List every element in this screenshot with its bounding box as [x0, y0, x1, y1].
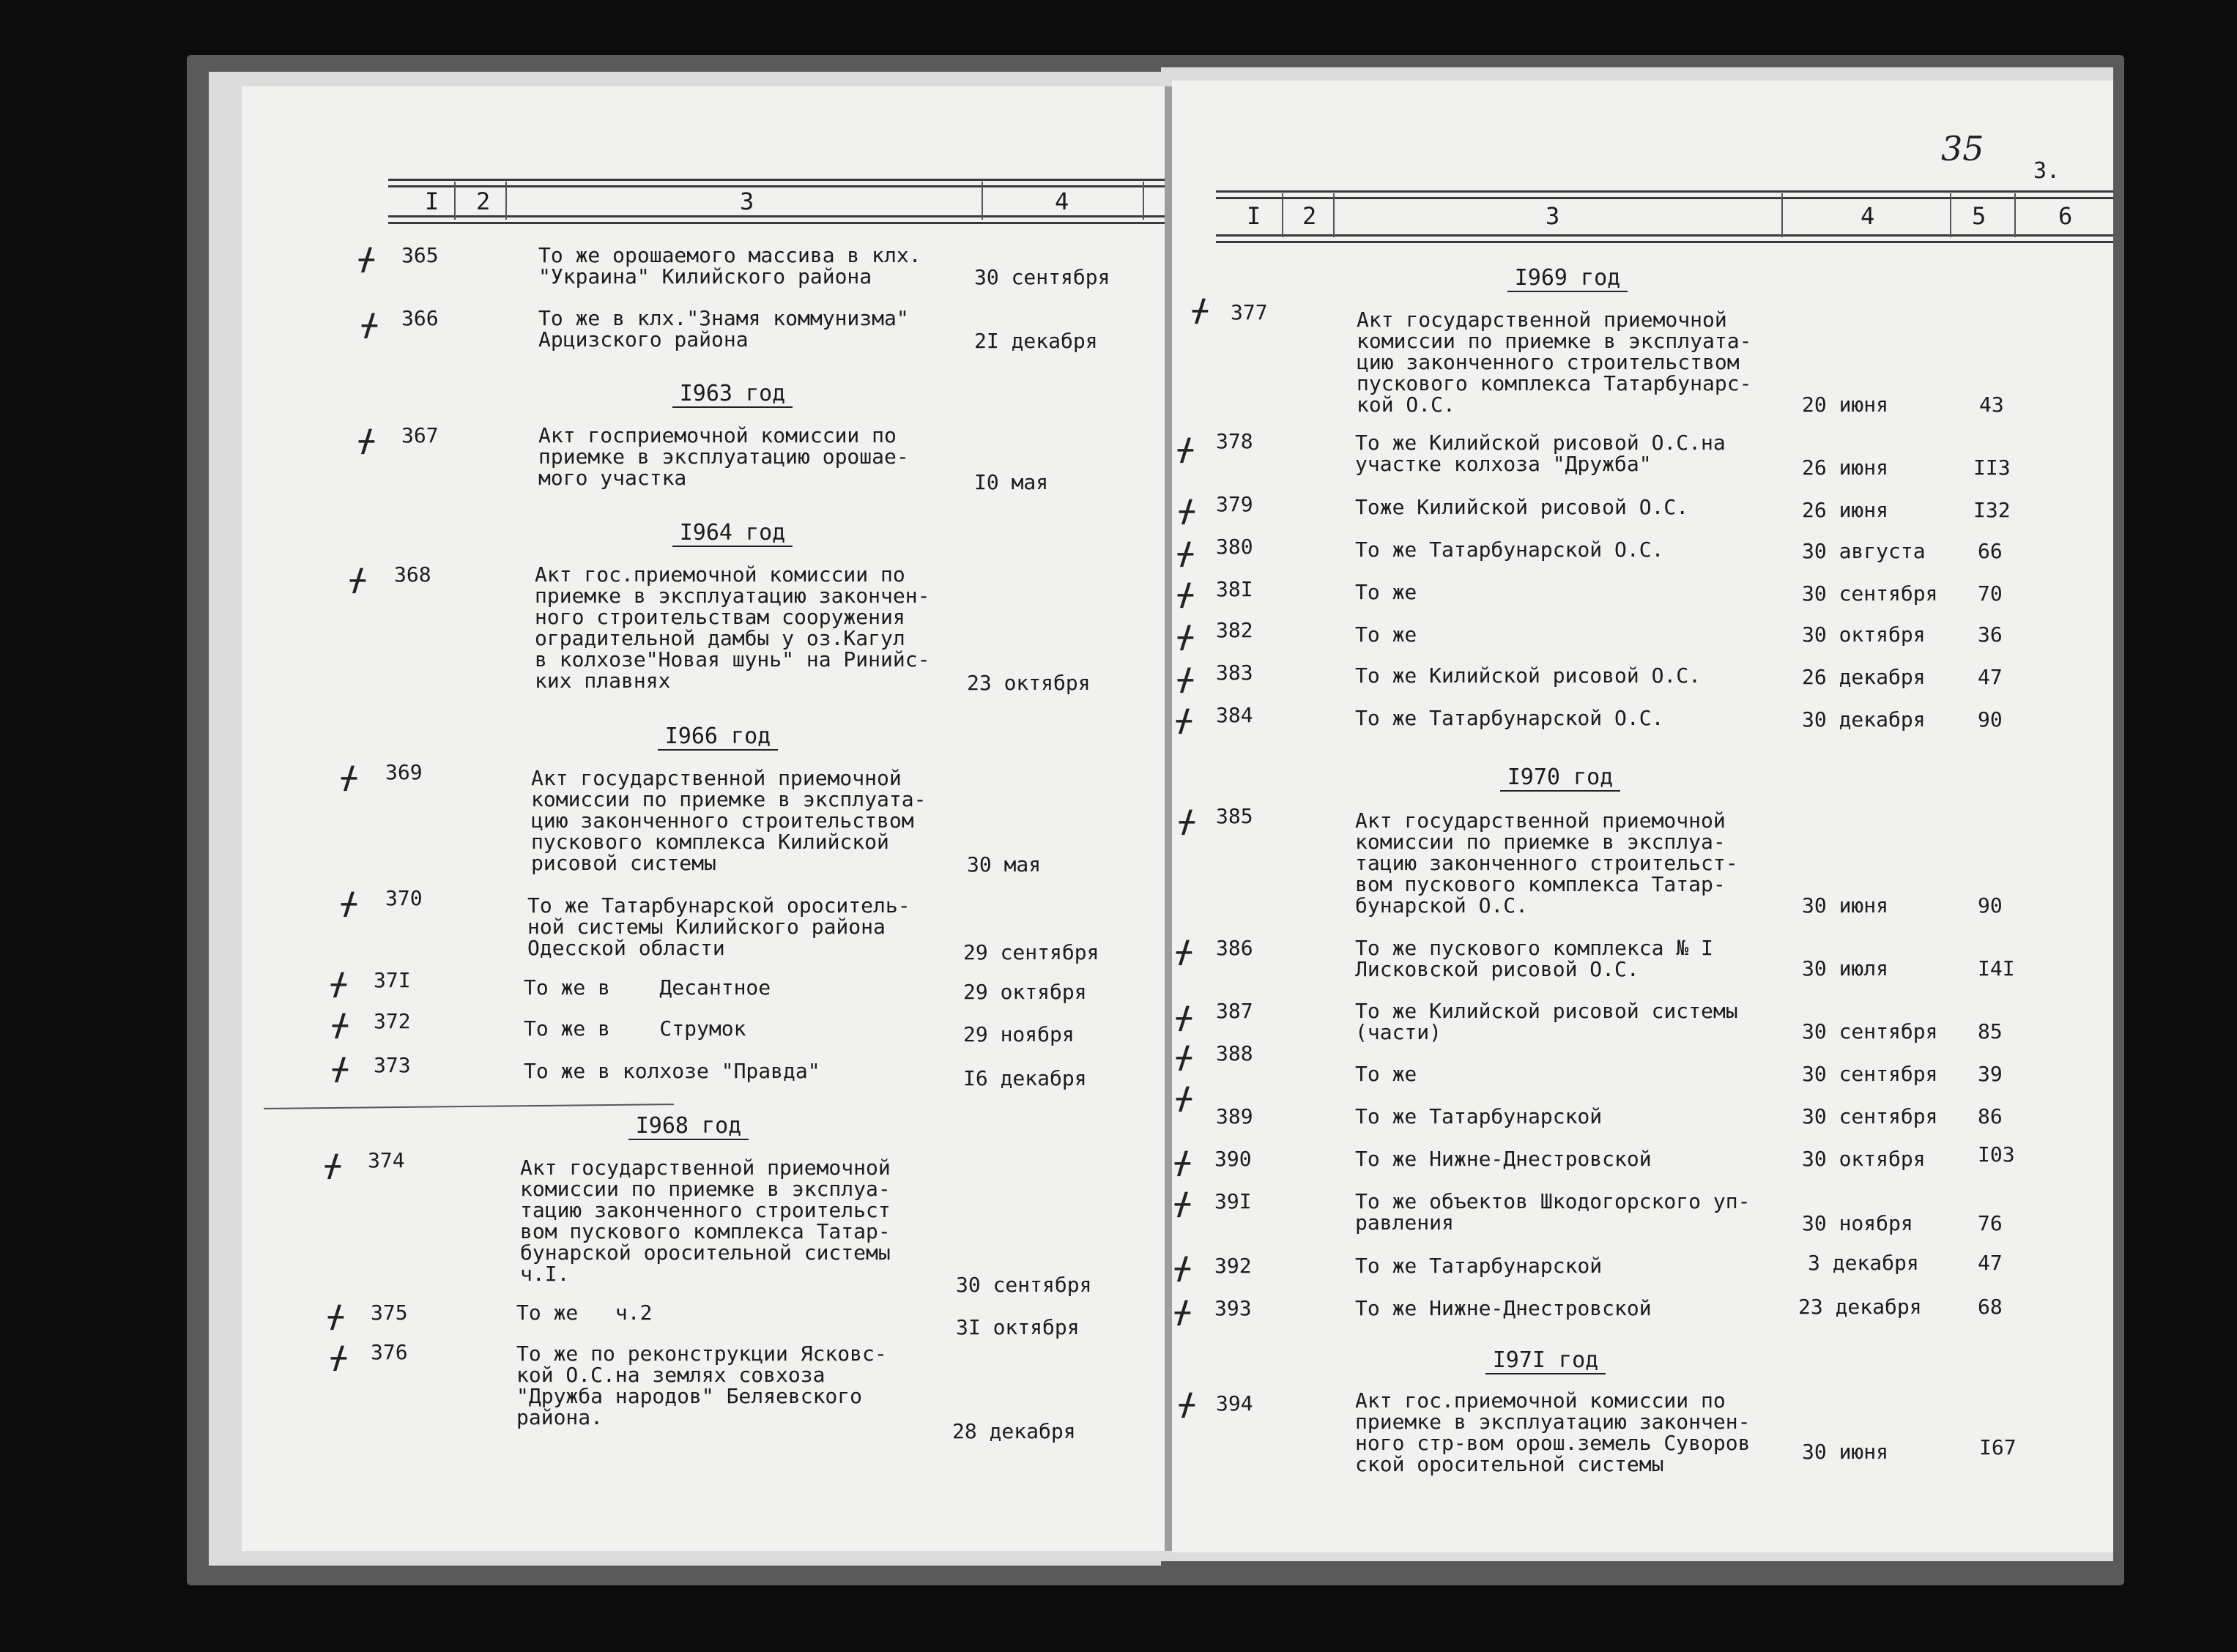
entry-number: 383 [1216, 661, 1253, 685]
entry-date: 3 декабря [1808, 1251, 1919, 1275]
col-divider [505, 182, 507, 220]
year-heading: I970 год [1450, 764, 1670, 790]
check-mark-icon: ᚋ [1179, 803, 1195, 838]
entry-qty: I03 [1978, 1142, 2015, 1167]
check-mark-icon: ᚋ [333, 1006, 348, 1042]
check-mark-icon: ᚋ [1178, 431, 1193, 466]
entry-title: То же Килийской рисовой О.С.на участке колхоза "Дружба" [1355, 431, 1726, 476]
entry-title: То же [1355, 622, 1417, 647]
entry-number: 379 [1216, 492, 1253, 516]
check-mark-icon: ᚋ [362, 306, 377, 342]
entry-date: 30 сентября [1802, 581, 1938, 606]
check-mark-icon: ᚋ [1176, 933, 1192, 969]
col-header-3: 3 [740, 187, 754, 215]
check-mark-icon: ᚋ [359, 240, 374, 276]
entry-date: 30 декабря [1802, 707, 1926, 732]
entry-title: То же Килийской рисовой системы (части) [1355, 999, 1738, 1044]
col-header-1: I [1247, 202, 1261, 230]
check-mark-icon: ᚋ [350, 561, 366, 597]
entry-qty: II3 [1973, 455, 2011, 480]
check-mark-icon: ᚋ [1192, 291, 1208, 327]
entry-title: Акт государственной приемочной комиссии по приемке в эксплуата- цию законченного строительством пускового комплекса Татарбунарс- кой О.С. [1357, 308, 1752, 417]
entry-title: Акт гос.приемочной комиссии по приемке в эксплуатацию закончен- ного стр-вом орош.земель Суворов ской оросительной системы [1355, 1388, 1751, 1476]
bleed-through [520, 438, 530, 458]
left-page [242, 86, 1172, 1551]
entry-number: 384 [1216, 703, 1253, 727]
col-divider [454, 182, 456, 220]
col-divider [1950, 193, 1951, 237]
year-heading: I963 год [623, 381, 842, 406]
entry-number: 386 [1216, 936, 1253, 960]
entry-title: То же [1355, 580, 1417, 604]
header-rule-bottom [388, 215, 1165, 224]
entry-title: То же объектов Шкодогорского уп- равления [1355, 1189, 1751, 1235]
header-rule-bottom [1216, 234, 2113, 243]
entry-date: 20 июня [1802, 392, 1889, 417]
entry-qty: I4I [1978, 956, 2015, 981]
entry-date: 23 октября [967, 671, 1091, 695]
entry-qty: 43 [1979, 392, 2004, 417]
entry-date: 28 декабря [952, 1419, 1076, 1443]
entry-date: 30 июня [1802, 893, 1889, 918]
entry-date: 29 ноября [963, 1022, 1075, 1046]
entry-number: 376 [371, 1340, 408, 1364]
entry-number: 372 [374, 1009, 411, 1033]
entry-date: 30 сентября [1802, 1019, 1938, 1043]
year-heading: I97I год [1436, 1347, 1655, 1373]
entry-qty: 76 [1978, 1211, 2003, 1235]
check-mark-icon: ᚋ [1178, 535, 1193, 570]
entry-qty: 90 [1978, 707, 2003, 732]
col-divider [1143, 182, 1144, 220]
check-mark-icon: ᚋ [359, 422, 374, 458]
entry-date: 30 августа [1802, 539, 1926, 563]
entry-date: 30 сентября [1802, 1062, 1938, 1086]
folio-number: 35 [1941, 129, 1984, 168]
entry-title: То же Татарбунарской ороситель- ной системы Килийского района Одесской области [527, 893, 910, 960]
entry-qty: I67 [1979, 1435, 2017, 1459]
entry-title: То же в клх."Знамя коммунизма" Арцизского района [538, 306, 909, 351]
entry-qty: 68 [1978, 1295, 2003, 1319]
entry-title: То же в колхозе "Правда" [524, 1059, 820, 1083]
year-heading: I966 год [608, 723, 828, 749]
check-mark-icon: ᚋ [1176, 702, 1192, 737]
entry-date: 26 июня [1802, 455, 1889, 480]
entry-date: 23 декабря [1798, 1295, 1922, 1319]
entry-date: 30 июня [1802, 1440, 1889, 1464]
entry-qty: 66 [1978, 539, 2003, 563]
entry-title: То же в Десантное [524, 975, 771, 1000]
col-header-4: 4 [1055, 187, 1069, 215]
entry-date: 26 декабря [1802, 665, 1926, 689]
col-header-2: 2 [1302, 202, 1317, 230]
entry-number: 385 [1216, 804, 1253, 828]
entry-title: То же Татарбунарской [1355, 1104, 1603, 1128]
entry-number: 365 [401, 243, 439, 267]
entry-title: То же пускового комплекса № I Лисковской рисовой О.С. [1355, 936, 1713, 981]
col-divider [1282, 193, 1283, 237]
check-mark-icon: ᚋ [1175, 1185, 1190, 1221]
entry-number: 373 [374, 1053, 411, 1077]
entry-title: То же ч.2 [516, 1301, 653, 1325]
header-rule-top [388, 179, 1165, 187]
entry-title: То же в Струмок [524, 1016, 746, 1041]
entry-title: То же Татарбунарской О.С. [1355, 537, 1664, 562]
col-divider [1781, 193, 1783, 237]
entry-title: То же орошаемого массива в клх. "Украина" Килийского района [538, 243, 921, 289]
pencil-underline [264, 1104, 674, 1109]
check-mark-icon: ᚋ [1178, 576, 1193, 611]
entry-date: 30 ноября [1802, 1211, 1913, 1235]
check-mark-icon: ᚋ [341, 759, 357, 795]
check-mark-icon: ᚋ [331, 1339, 346, 1374]
page-number: 3. [2033, 158, 2060, 184]
right-page [1172, 81, 2113, 1552]
entry-date: 26 июня [1802, 498, 1889, 522]
entry-number: 39I [1214, 1189, 1252, 1213]
entry-number: 367 [401, 423, 439, 447]
entry-qty: 47 [1978, 1251, 2003, 1275]
entry-title: Акт государственной приемочной комиссии по приемке в эксплуа- тацию законченного строительст вом пускового комплекса Татар- бунарской оросительной системы ч.I. [520, 1156, 891, 1286]
header-rule-top [1216, 190, 2113, 199]
entry-title: То же по реконструкции Ясковс- кой О.С.на землях совхоза "Дружба народов" Беляевского района. [516, 1342, 887, 1429]
check-mark-icon: ᚋ [1179, 1385, 1195, 1421]
entry-date: 29 октября [963, 980, 1087, 1004]
entry-date: 30 октября [1802, 622, 1926, 647]
entry-date: I0 мая [974, 470, 1049, 494]
entry-title: То же Нижне-Днестровской [1355, 1147, 1652, 1171]
entry-title: То же Килийской рисовой О.С. [1355, 663, 1702, 688]
entry-date: 2I декабря [974, 329, 1098, 353]
col-header-3: 3 [1546, 202, 1560, 230]
entry-qty: I32 [1973, 498, 2011, 522]
entry-date: 30 июля [1802, 956, 1889, 981]
entry-number: 388 [1216, 1041, 1253, 1065]
entry-date: 3I октября [956, 1315, 1080, 1339]
year-heading: I968 год [579, 1113, 798, 1139]
entry-number: 370 [385, 886, 423, 910]
entry-qty: 39 [1978, 1062, 2003, 1086]
check-mark-icon: ᚋ [328, 1298, 344, 1333]
check-mark-icon: ᚋ [341, 885, 357, 920]
entry-title: То же Нижне-Днестровской [1355, 1296, 1652, 1320]
col-header-4: 4 [1861, 202, 1875, 230]
col-header-6: 6 [2058, 202, 2073, 230]
entry-title: Тоже Килийской рисовой О.С. [1355, 495, 1689, 519]
entry-number: 369 [385, 760, 423, 784]
check-mark-icon: ᚋ [1178, 618, 1193, 654]
year-heading: I969 год [1458, 265, 1677, 291]
entry-number: 380 [1216, 535, 1253, 559]
entry-title: Акт госприемочной комиссии по приемке в эксплуатацию орошае- мого участка [538, 423, 909, 490]
check-mark-icon: ᚋ [1175, 1249, 1190, 1285]
entry-date: 29 сентября [963, 940, 1099, 964]
check-mark-icon: ᚋ [1176, 1038, 1192, 1074]
check-mark-icon: ᚋ [1179, 492, 1195, 528]
entry-qty: 47 [1978, 665, 2003, 689]
entry-number: 374 [368, 1148, 405, 1172]
entry-number: 389 [1216, 1104, 1253, 1128]
col-header-2: 2 [476, 187, 491, 215]
entry-qty: 85 [1978, 1019, 2003, 1043]
entry-title: То же [1355, 1062, 1417, 1086]
entry-title: То же Татарбунарской О.С. [1355, 706, 1664, 730]
check-mark-icon: ᚋ [1178, 661, 1193, 696]
check-mark-icon: ᚋ [325, 1147, 341, 1183]
entry-number: 390 [1214, 1147, 1252, 1171]
check-mark-icon: ᚋ [1175, 1144, 1190, 1180]
check-mark-icon: ᚋ [331, 965, 346, 1001]
entry-number: 375 [371, 1301, 408, 1325]
entry-date: 30 октября [1802, 1147, 1926, 1171]
entry-number: 368 [394, 562, 431, 587]
entry-qty: 90 [1978, 893, 2003, 918]
check-mark-icon: ᚋ [1175, 1293, 1190, 1329]
entry-qty: 86 [1978, 1104, 2003, 1128]
col-header-1: I [425, 187, 439, 215]
entry-number: 394 [1216, 1391, 1253, 1415]
entry-qty: 36 [1978, 622, 2003, 647]
check-mark-icon: ᚋ [1176, 1079, 1192, 1115]
entry-number: 378 [1216, 429, 1253, 453]
col-divider [982, 182, 983, 220]
check-mark-icon: ᚋ [1176, 999, 1192, 1035]
entry-date: 30 сентября [974, 265, 1110, 289]
entry-title: Акт гос.приемочной комиссии по приемке в эксплуатацию закончен- ного строительствам сооружения оградительной дамбы у оз.Кагул в колхозе"Новая шунь" на Ринийс- ких плавнях [535, 562, 930, 693]
col-header-5: 5 [1972, 202, 1986, 230]
entry-date: 30 сентября [1802, 1104, 1938, 1128]
entry-number: 393 [1214, 1296, 1252, 1320]
check-mark-icon: ᚋ [333, 1050, 348, 1086]
entry-qty: 70 [1978, 581, 2003, 606]
entry-number: 377 [1231, 300, 1268, 324]
entry-title: Акт государственной приемочной комиссии по приемке в эксплуата- цию законченного строительством пускового комплекса Килийской рисовой системы [531, 766, 927, 875]
entry-number: 37I [374, 968, 411, 992]
year-heading: I964 год [623, 520, 842, 546]
entry-title: То же Татарбунарской [1355, 1254, 1603, 1278]
entry-number: 382 [1216, 618, 1253, 642]
entry-number: 366 [401, 306, 439, 330]
col-divider [2014, 193, 2016, 237]
entry-date: 30 мая [967, 852, 1042, 877]
col-divider [1333, 193, 1335, 237]
entry-date: 30 сентября [956, 1273, 1092, 1297]
entry-title: Акт государственной приемочной комиссии по приемке в эксплуа- тацию законченного строительст- вом пускового комплекса Татар- бунарской О.С. [1355, 808, 1738, 918]
entry-number: 387 [1216, 999, 1253, 1023]
entry-date: I6 декабря [963, 1066, 1087, 1090]
entry-number: 392 [1214, 1254, 1252, 1278]
entry-number: 38I [1216, 577, 1253, 601]
